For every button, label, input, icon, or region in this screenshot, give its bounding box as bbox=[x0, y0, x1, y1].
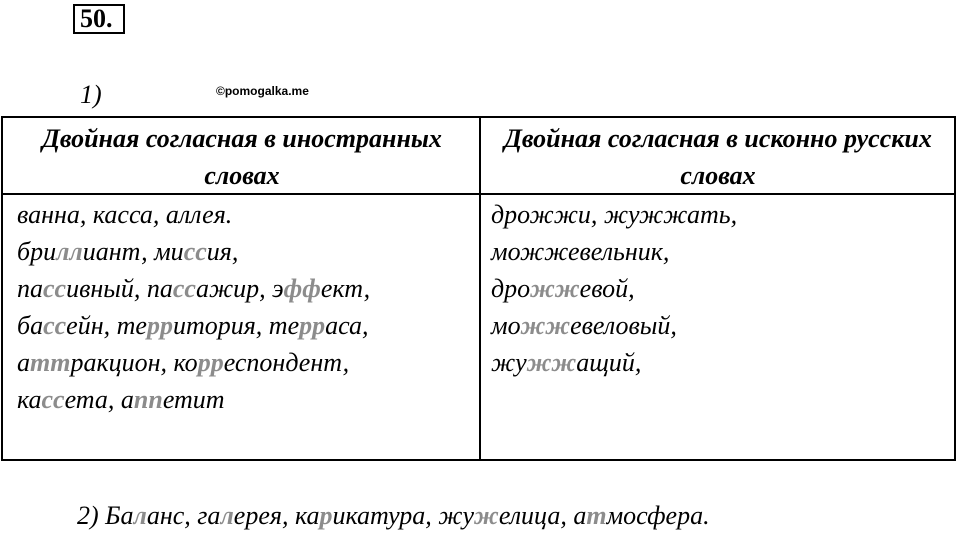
text-segment: бри bbox=[17, 237, 57, 266]
text-segment: ерея, ка bbox=[233, 501, 320, 530]
text-segment: евой, bbox=[579, 274, 635, 303]
text-segment: 2) Ба bbox=[77, 501, 134, 530]
highlighted-letters: фф bbox=[283, 274, 321, 303]
highlighted-letters: сс bbox=[41, 385, 65, 414]
text-segment: ба bbox=[17, 311, 44, 340]
native-words-cell bbox=[491, 196, 946, 381]
highlighted-letters: тт bbox=[30, 348, 71, 377]
text-segment: ка bbox=[17, 385, 42, 414]
highlighted-letters: т bbox=[586, 501, 607, 530]
header-foreign-words: Двойная согласная в иностранных словах bbox=[42, 124, 442, 190]
highlighted-letters: сс bbox=[183, 237, 207, 266]
highlighted-letters: л bbox=[220, 501, 234, 530]
highlighted-letters: лл bbox=[56, 237, 83, 266]
highlighted-letters: жж bbox=[526, 348, 577, 377]
text-segment: евеловый, bbox=[570, 311, 677, 340]
highlighted-letters: л bbox=[133, 501, 147, 530]
word-line bbox=[17, 196, 472, 233]
text-segment: аса, bbox=[325, 311, 369, 340]
text-segment: итория, те bbox=[172, 311, 300, 340]
text-segment: икатура, жу bbox=[332, 501, 475, 530]
text-segment: ащий, bbox=[576, 348, 642, 377]
text-segment: ейн, те bbox=[66, 311, 147, 340]
part-1-label: 1) bbox=[80, 80, 102, 109]
word-line bbox=[17, 233, 472, 270]
text-segment: жу bbox=[491, 348, 527, 377]
word-line bbox=[491, 270, 946, 307]
word-line bbox=[491, 344, 946, 381]
text-segment: ект, bbox=[320, 274, 371, 303]
word-line bbox=[17, 344, 472, 381]
text-segment: еспондент, bbox=[223, 348, 350, 377]
foreign-words-cell bbox=[17, 196, 472, 418]
header-native-words: Двойная согласная в исконно русских словах bbox=[504, 124, 932, 190]
text-segment: иант, ми bbox=[82, 237, 184, 266]
highlighted-letters: пп bbox=[133, 385, 163, 414]
highlighted-letters: рр bbox=[299, 311, 326, 340]
text-segment: дрожжи, жужжать, bbox=[491, 200, 738, 229]
text-segment: дро bbox=[491, 274, 531, 303]
word-line bbox=[491, 196, 946, 233]
highlighted-letters: рр bbox=[146, 311, 173, 340]
word-line bbox=[491, 233, 946, 270]
exercise-number: 50. bbox=[73, 4, 125, 34]
text-segment: па bbox=[17, 274, 43, 303]
highlighted-letters: жж bbox=[520, 311, 571, 340]
highlighted-letters: сс bbox=[172, 274, 196, 303]
text-segment: етит bbox=[162, 385, 225, 414]
word-line bbox=[17, 307, 472, 344]
word-line bbox=[491, 307, 946, 344]
word-line bbox=[17, 270, 472, 307]
text-segment: ажир, э bbox=[195, 274, 284, 303]
text-segment: ета, а bbox=[64, 385, 134, 414]
text-segment: можжевельник, bbox=[491, 237, 670, 266]
consonants-table bbox=[1, 116, 956, 461]
text-segment: ивный, па bbox=[66, 274, 173, 303]
highlighted-letters: рр bbox=[197, 348, 224, 377]
text-segment: ия, bbox=[206, 237, 239, 266]
text-segment: мосфера. bbox=[606, 501, 710, 530]
highlighted-letters: сс bbox=[43, 311, 67, 340]
text-segment: елица, а bbox=[498, 501, 587, 530]
text-segment: ванна, касса, аллея. bbox=[17, 200, 233, 229]
text-segment: ракцион, ко bbox=[70, 348, 198, 377]
word-line bbox=[17, 381, 472, 418]
column-divider bbox=[479, 118, 481, 459]
text-segment: мо bbox=[491, 311, 521, 340]
text-segment: анс, га bbox=[146, 501, 221, 530]
highlighted-letters: жж bbox=[530, 274, 580, 303]
highlighted-letters: ж bbox=[474, 501, 499, 530]
header-divider bbox=[3, 193, 954, 195]
part-2-line bbox=[77, 500, 710, 532]
highlighted-letters: сс bbox=[43, 274, 67, 303]
highlighted-letters: р bbox=[319, 501, 333, 530]
text-segment: а bbox=[17, 348, 30, 377]
watermark: ©pomogalka.me bbox=[216, 84, 309, 98]
